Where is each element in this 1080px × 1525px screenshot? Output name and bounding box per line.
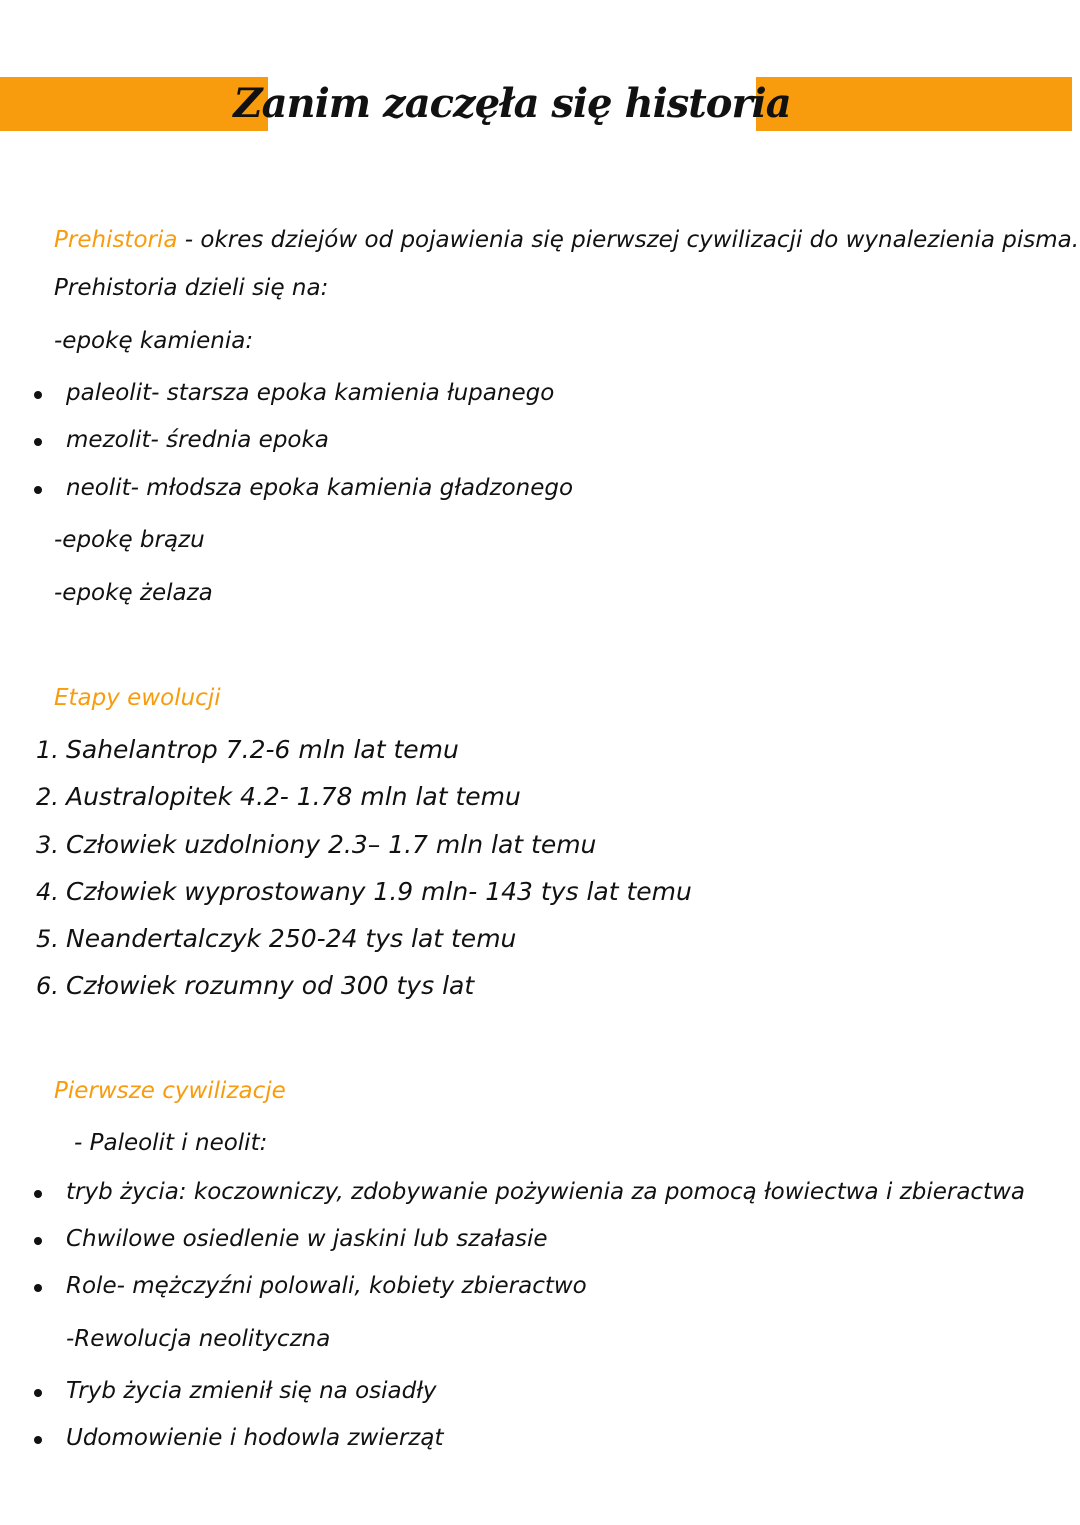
stage-number: 6. — [36, 972, 59, 1000]
stage-number: 5. — [36, 925, 59, 953]
stage-item: Sahelantrop 7.2-6 mln lat temu — [66, 735, 459, 764]
bullet-icon — [34, 1237, 42, 1245]
iron-age: -epokę żelaza — [54, 580, 213, 606]
paleolith-neolith-subheading: - Paleolit i neolit: — [74, 1130, 268, 1156]
civilization-point: tryb życia: koczowniczy, zdobywanie pożywienia za pomocą łowiectwa i zbieractwa — [66, 1179, 1025, 1205]
stone-period-item: mezolit- średnia epoka — [66, 427, 329, 453]
stage-item: Człowiek wyprostowany 1.9 mln- 143 tys lat temu — [66, 877, 692, 906]
neolithic-revolution-subheading: -Rewolucja neolityczna — [66, 1326, 331, 1352]
prehistory-divides: Prehistoria dzieli się na: — [54, 275, 329, 301]
stone-age: -epokę kamienia: — [54, 328, 254, 354]
stage-item: Neandertalczyk 250-24 tys lat temu — [66, 924, 517, 953]
prehistory-definition-text: - okres dziejów od pojawienia się pierwszej cywilizacji do wynalezienia pisma. — [177, 227, 1080, 253]
stage-number: 4. — [36, 878, 59, 906]
bullet-icon — [34, 1436, 42, 1444]
stage-number: 1. — [36, 736, 59, 764]
prehistory-definition — [54, 225, 1079, 255]
bullet-icon — [34, 438, 42, 446]
civilization-point: Tryb życia zmienił się na osiadły — [66, 1378, 437, 1404]
stage-item: Człowiek uzdolniony 2.3– 1.7 mln lat temu — [66, 830, 597, 859]
bullet-icon — [34, 486, 42, 494]
stone-period-item: neolit- młodsza epoka kamienia gładzonego — [66, 475, 574, 501]
evolution-heading: Etapy ewolucji — [54, 685, 221, 711]
bullet-icon — [34, 1190, 42, 1198]
stone-period-item: paleolit- starsza epoka kamienia łupanego — [66, 380, 555, 406]
prehistory-term: Prehistoria — [54, 227, 178, 253]
civilization-point: Role- mężczyźni polowali, kobiety zbieractwo — [66, 1273, 587, 1299]
civilizations-heading: Pierwsze cywilizacje — [54, 1078, 286, 1104]
civilization-point: Chwilowe osiedlenie w jaskini lub szałasie — [66, 1226, 548, 1252]
bronze-age: -epokę brązu — [54, 527, 205, 553]
page-title: Zanim zaczęła się historia — [233, 79, 791, 127]
bullet-icon — [34, 391, 42, 399]
stage-number: 3. — [36, 831, 59, 859]
stage-item: Australopitek 4.2- 1.78 mln lat temu — [66, 782, 521, 811]
stage-item: Człowiek rozumny od 300 tys lat — [66, 971, 475, 1000]
bullet-icon — [34, 1389, 42, 1397]
civilization-point: Udomowienie i hodowla zwierząt — [66, 1425, 444, 1451]
title-box — [233, 68, 791, 138]
stage-number: 2. — [36, 783, 59, 811]
bullet-icon — [34, 1284, 42, 1292]
